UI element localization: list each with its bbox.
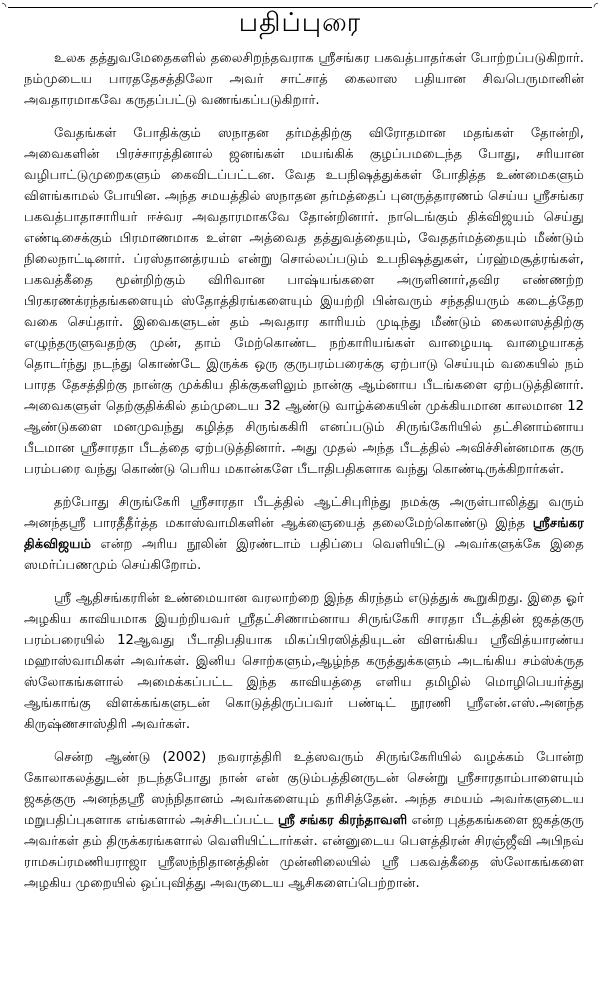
document-body — [24, 48, 584, 894]
paragraph-text: என்ற அரிய நூலின் இரண்டாம் பதிப்பை வெளியிட்டு அவர்களுக்கே இதை ஸமர்ப்பணமும் செய்கிறோம். — [24, 537, 584, 573]
book-title-emphasis: ஸ்ரீசங்கர திக்விஜயம் — [24, 516, 584, 552]
paragraph-text: வேதங்கள் போதிக்கும் ஸநாதன தர்மத்திற்கு விரோதமான மதங்கள் தோன்றி, அவைகளின் பிரச்சாரத்தினால் ஜனங்கள் மயங்கிக் குழப்பமடைந்த போது, சரியான வழிபாட்டுமுறைகளும் கைவிடப்பட்டன. வேத உபநிஷத்துக்கள் போதித்த உண்மைகளும் விளங்காமல் போயின. அந்த சமயத்தில் ஸநாதன தர்மத்தைப் புனருத்தாரணம் செய்ய ஸ்ரீசங்கர பகவத்பாதாசாரியர் ஈச்வர அவதாரமாகவே தோன்றினார். நாடெங்கும் திக்விஜயம் செய்து எண்டிசைக்கும் பிரமாணமாக உள்ள அத்வைத தத்துவத்தையும், வேததர்மத்தையும் மீண்டும் நிலைநாட்டினார். ப்ரஸ்தானத்ரயம் என்று சொல்லப்படும் உபநிஷத்துகள், ப்ரஹ்மசூத்ரங்கள், பகவத்கீதை மூன்றிற்கும் விரிவான பாஷ்யங்களை அருளினார்,தவிர எண்ணற்ற பிரகரணக்ரந்தங்களையும் ஸ்தோத்திரங்களையும் இயற்றி பின்வரும் சந்ததியரும் கடைத்தேற வகை செய்தார். இவைகளுடன் தம் அவதார காரியம் முடிந்து மீண்டும் கைலாஸத்திற்கு எழுந்தருளுவதற்கு முன், தாம் மேற்கொண்ட நற்காரியங்கள் வாழையடி வாழையாகத் தொடர்ந்து நடந்து கொண்டே இருக்க ஒரு குருபரம்பரைக்கு ஏற்பாடு செய்யும் வகையில் நம் பாரத தேசத்திற்கு நான்கு முக்கிய திக்குகளிலும் நான்கு ஆம்னாய பீடங்களை ஏற்படுத்தினார். அவைகளுள் தெற்குதிக்கில் தம்முடைய 32 ஆண்டு வாழ்க்கையின் முக்கியமான காலமான 12 ஆண்டுகளை மனமுவந்து கழித்த சிருங்ககிரி எனப்படும் சிருங்கேரியில் தட்சினாம்னாய பீடமான ஸ்ரீசாரதா பீடத்தை ஏற்படுத்தினார். அது முதல் அந்த பீடத்தில் அவிச்சின்னமாக குரு பரம்பரை வந்து கொண்டு பெரிய மகான்களே பீடாதிபதிகளாக வந்து கொண்டிருக்கிறார்கள். — [24, 126, 584, 477]
paragraph-text: உலக தத்துவமேதைகளில் தலைசிறந்தவராக ஸ்ரீசங்கர பகவத்பாதர்கள் போற்றப்படுகிறார். நம்முடைய பாரததேசத்திலோ அவர் சாட்சாத் கைலாஸ பதியான சிவபெருமானின் அவதாரமாகவே கருதப்பட்டு வணங்கப்படுகிறார். — [24, 51, 584, 108]
paragraph-text: தற்போது சிருங்கேரி ஸ்ரீசாரதா பீடத்தில் ஆட்சிபுரிந்து நமக்கு அருள்பாலித்து வரும் அனந்தஸ்ரீ பாரதீதீர்த்த மகாஸ்வாமிகளின் ஆக்ஞையைத் தலைமேற்கொண்டு இந்த — [24, 495, 584, 531]
book-title-emphasis: ஸ்ரீ சங்கர கிரந்தாவளி — [277, 813, 408, 828]
paragraph-text: சென்ற ஆண்டு (2002) நவராத்திரி உத்ஸவரும் சிருங்கேரியில் வழக்கம் போன்ற கோலாகலத்துடன் நடந்தபோது நான் என் குடும்பத்தினருடன் சென்று ஸ்ரீசாரதாம்பாளையும் ஜகத்குரு அனந்தஸ்ரீ ஸந்நிதானம் அவர்களையும் தரிசித்தேன். அந்த சமயம் அவர்களுடைய மறுபதிப்புகளாக எங்களால் அச்சிடப்பட்ட — [24, 750, 584, 828]
paragraph-text: என்ற புத்தகங்களை ஜகத்குரு அவர்கள் தம் திருக்கரங்களால் வெளியிட்டார்கள். என்னுடைய பௌத்திரன் சிரஞ்ஜீவி அபிநவ் ராமசுப்ரமணியராஜா ஸ்ரீஸந்நிதானத்தின் முன்னிலையில் ஸ்ரீ பகவத்கீதை ஸ்லோகங்களை அழகிய முறையில் ஒப்புவித்து அவருடைய ஆசிகளைப்பெற்றான். — [24, 813, 584, 891]
page-title: பதிப்புரை — [238, 8, 362, 38]
paragraph-3 — [24, 492, 584, 576]
paragraph-5 — [24, 747, 584, 894]
corner-ornament-icon: ◝ — [2, 0, 7, 13]
paragraph-1 — [24, 48, 584, 111]
paragraph-4 — [24, 588, 584, 735]
corner-ornament-icon: ◜ — [593, 0, 598, 13]
paragraph-text: ஸ்ரீ ஆதிசங்கரரின் உண்மையான வரலாற்றை இந்த கிரந்தம் எடுத்துக் கூறுகிறது. இதை ஓர் அழகிய காவியமாக இயற்றியவர் ஸ்ரீதட்சிணாம்னாய சிருங்கேரி சாரதா பீடத்தின் ஜகத்குரு பரம்பரையில் 12ஆவது பீடாதிபதியாக மிகப்பிரஸித்தியுடன் விளங்கிய ஸ்ரீவித்யாரண்ய மஹாஸ்வாமிகள் அவர்கள். இனிய சொற்களும்,ஆழ்ந்த கருத்துக்களும் அடங்கிய சம்ஸ்க்ருத ஸ்லோகங்களால் அமைக்கப்பட்ட இந்த காவியத்தை எளிய தமிழில் மொழிபெயர்த்து ஆங்காங்கு விளக்கங்களுடன் கொடுத்திருப்பவர் பண்டிட் நூரணி ஸ்ரீஎன்.எஸ்.அனந்த கிருஷ்ணசாஸ்திரி அவர்கள். — [24, 591, 584, 732]
paragraph-2 — [24, 123, 584, 480]
